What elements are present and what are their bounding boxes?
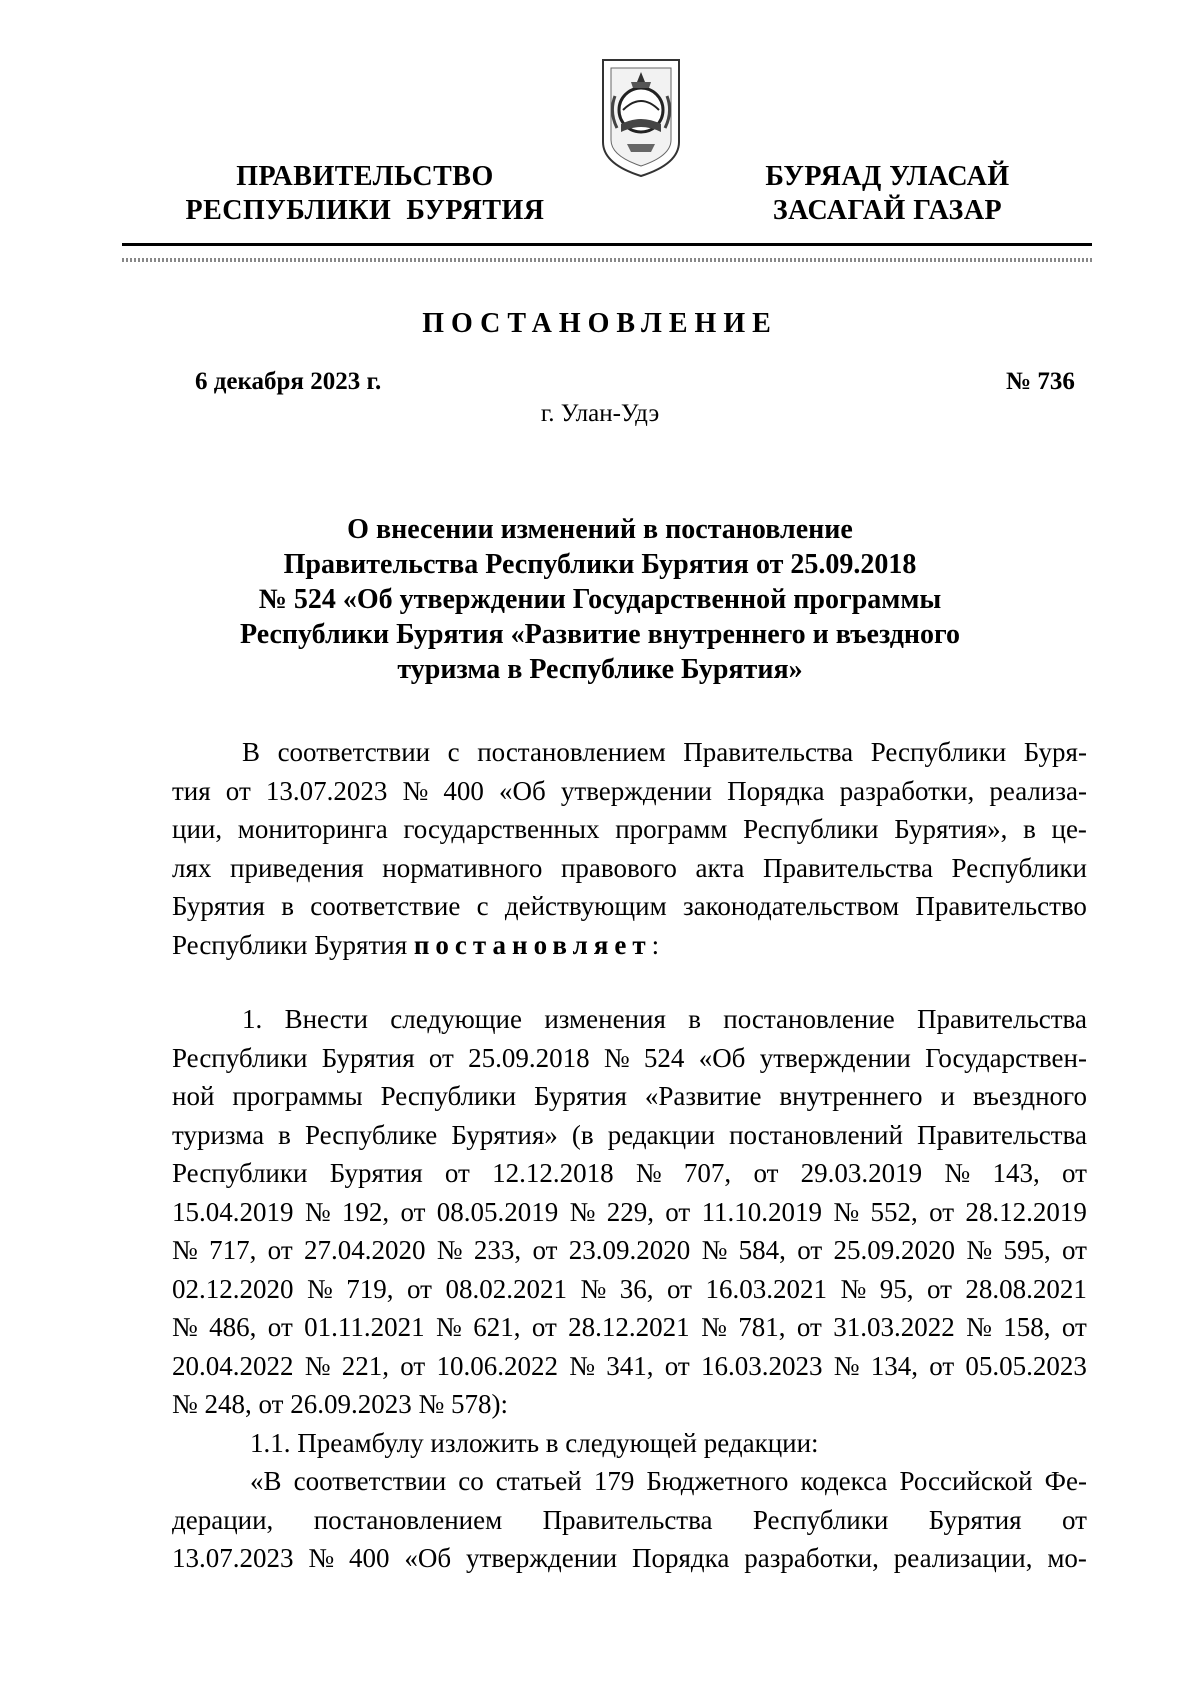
word: кодекса (800, 1466, 888, 1496)
word: 134, (870, 1350, 918, 1381)
word: Бурятия (928, 1504, 1022, 1535)
government-name-line1: ПРАВИТЕЛЬСТВО (236, 161, 494, 192)
government-name-line2: РЕСПУБЛИКИ БУРЯТИЯ (185, 195, 545, 226)
word: Буря- (1023, 737, 1087, 767)
word: от (407, 1273, 432, 1304)
word: 23.09.2020 (568, 1235, 691, 1265)
amendment-paragraph (172, 1000, 1087, 1578)
word: от (929, 1196, 955, 1227)
text-line (172, 1193, 1087, 1232)
word: Порядка (727, 775, 825, 806)
text-line (172, 1347, 1087, 1386)
word: от (1062, 1235, 1087, 1265)
word: реализации, (893, 1543, 1033, 1573)
word: № (569, 1196, 596, 1227)
document-number: № 736 (1006, 368, 1075, 395)
word: № (603, 1042, 630, 1073)
title-line: Правительства Республики Бурятия от 25.09.2018 (283, 549, 917, 580)
word: разработки, (839, 775, 975, 806)
item-1-1 (172, 1424, 1087, 1463)
word: 13.07.2023 (265, 775, 388, 806)
word: 05.05.2023 (965, 1350, 1087, 1381)
word: въездного (972, 1081, 1087, 1111)
word: 25.09.2020 (833, 1235, 956, 1265)
text-line (172, 926, 1087, 965)
word: ной (172, 1081, 215, 1111)
word: в (278, 1119, 291, 1150)
word: «Об (499, 775, 546, 806)
word: № (569, 1350, 595, 1381)
word: соответствие (310, 891, 461, 921)
text-line (172, 887, 1087, 926)
text-line (172, 1116, 1087, 1155)
word: В (242, 737, 261, 767)
preamble-paragraph (172, 733, 1087, 964)
word: (в (571, 1119, 594, 1150)
word: с (476, 891, 489, 921)
word: акта (695, 852, 745, 883)
word: 36, (619, 1273, 654, 1304)
word: Правительства (917, 1004, 1087, 1034)
word: от (753, 1158, 779, 1188)
word: 233, (473, 1235, 522, 1265)
word: Бурятия (329, 1158, 423, 1188)
word: 08.02.2021 (445, 1273, 567, 1304)
word: от (797, 1235, 823, 1265)
word: постановлений (729, 1119, 903, 1150)
government-name-buryat (735, 160, 1040, 228)
word: Бюджетного (646, 1466, 789, 1496)
word: № (172, 1312, 198, 1342)
word: от (444, 1158, 470, 1188)
title-line: № 524 «Об утверждении Государственной программы (258, 584, 942, 615)
word: от (225, 775, 251, 806)
word: 11.10.2019 (701, 1196, 823, 1227)
word: от (664, 1350, 690, 1381)
text-line (172, 1231, 1087, 1270)
word: государственных (403, 814, 600, 844)
word: № (436, 1312, 462, 1342)
document-type: ПОСТАНОВЛЕНИЕ (422, 308, 778, 339)
word: 16.03.2023 (700, 1350, 823, 1381)
word: действующим (504, 891, 667, 921)
word: Республики (380, 1081, 517, 1111)
word: 229, (606, 1196, 654, 1227)
word: 29.03.2019 (800, 1158, 923, 1188)
word: № (701, 1235, 728, 1265)
word: в (281, 891, 294, 921)
government-name-buryat-line1: БУРЯАД УЛАСАЙ (765, 161, 1010, 192)
word: № (436, 1235, 463, 1265)
word: от (666, 1273, 692, 1304)
word: от (532, 1235, 558, 1265)
word: 27.04.2020 (303, 1235, 426, 1265)
word: от (400, 1196, 426, 1227)
word: № (304, 1350, 331, 1381)
word: туризма (172, 1119, 265, 1150)
word: Бурятия», (894, 814, 1008, 844)
word: Порядка (632, 1543, 730, 1573)
word: от (1061, 1312, 1087, 1342)
text-span: № 248, от 26.09.2023 № 578): (172, 1389, 508, 1419)
text-line (172, 849, 1087, 888)
word: № (304, 1196, 331, 1227)
word: 13.07.2023 (172, 1543, 294, 1573)
word: 221, (341, 1350, 390, 1381)
header-divider (122, 243, 1092, 246)
word: Правительства (542, 1504, 713, 1535)
text-line (172, 1077, 1087, 1116)
text-line (172, 1501, 1087, 1540)
word: Республики (752, 1504, 889, 1535)
word: 158, (1003, 1312, 1051, 1342)
title-line: О внесении изменений в постановление (347, 514, 853, 545)
word: утверждении (759, 1042, 911, 1073)
word: соответствии (293, 1466, 447, 1496)
word: 179 (593, 1466, 635, 1496)
word: мо- (1047, 1543, 1087, 1573)
word: 143, (992, 1158, 1040, 1188)
word: от (1061, 1504, 1087, 1535)
word: тия (172, 775, 211, 806)
word: 28.12.2019 (965, 1196, 1087, 1227)
word: це- (1051, 814, 1087, 844)
word: 552, (870, 1196, 918, 1227)
word: от (796, 1312, 822, 1342)
word: программы (232, 1081, 363, 1111)
word: «В (250, 1466, 282, 1496)
word: 28.08.2021 (965, 1273, 1087, 1304)
document-date: 6 декабря 2023 г. (195, 368, 382, 395)
word: № (635, 1158, 662, 1188)
word: от (400, 1350, 426, 1381)
word: изменения (544, 1004, 666, 1034)
word: «Об (698, 1042, 746, 1073)
word: 719, (346, 1273, 394, 1304)
text-line (172, 1000, 1087, 1039)
government-name-buryat-line2: ЗАСАГАЙ ГАЗАР (772, 195, 1003, 226)
word: 400 (349, 1543, 390, 1573)
word: Республики (172, 1042, 308, 1073)
word: дерации, (172, 1504, 274, 1535)
word: Внести (284, 1004, 368, 1034)
word: 621, (473, 1312, 521, 1342)
word: 20.04.2022 (172, 1350, 294, 1381)
text-line (172, 1308, 1087, 1347)
word: «Об (404, 1543, 452, 1573)
word: от (926, 1273, 952, 1304)
word: 12.12.2018 (492, 1158, 614, 1188)
word: постановлением (477, 737, 666, 767)
word: 95, (879, 1273, 914, 1304)
word: утверждении (466, 1543, 618, 1573)
word: № (966, 1312, 992, 1342)
title-line: туризма в Республике Бурятия» (397, 654, 803, 685)
word: соответствии (277, 737, 431, 767)
word: Бурятия (172, 891, 265, 921)
word: в (1023, 814, 1036, 844)
word: мониторинга (237, 814, 388, 844)
word: от (1061, 1158, 1087, 1188)
word: Республики (172, 1158, 308, 1188)
word: программ (615, 814, 728, 844)
word: «Развитие (644, 1081, 762, 1111)
word: реализа- (989, 775, 1087, 806)
resolves-word: постановляет (413, 929, 652, 960)
word: внутреннего (779, 1081, 923, 1111)
document-city: г. Улан-Удэ (540, 400, 660, 427)
word: 01.11.2021 (304, 1312, 425, 1342)
word: 584, (738, 1235, 786, 1265)
word: № (966, 1235, 993, 1265)
word: в (688, 1004, 701, 1034)
word: № (701, 1312, 727, 1342)
word: № (307, 1273, 333, 1304)
word: 28.12.2021 (568, 1312, 690, 1342)
word: с (447, 737, 460, 767)
word: приведения (230, 852, 364, 883)
text-span: 1.1. Преамбулу изложить в следующей редакции: (250, 1427, 819, 1458)
word: нормативного (382, 852, 543, 883)
word: 400 (443, 775, 484, 806)
text-line (172, 810, 1087, 849)
word: Бурятия (321, 1042, 415, 1073)
text-line (172, 1039, 1087, 1078)
word: 16.03.2021 (705, 1273, 827, 1304)
word: утверждении (560, 775, 712, 806)
government-name-russian (170, 160, 560, 228)
word: 717, (209, 1235, 257, 1265)
word: № (833, 1350, 860, 1381)
word: 15.04.2019 (172, 1196, 294, 1227)
text-line (172, 772, 1087, 811)
header-divider-dotted (122, 258, 1092, 262)
word: 595, (1003, 1235, 1051, 1265)
word: статьей (495, 1466, 582, 1496)
word: 31.03.2022 (833, 1312, 955, 1342)
word: Бурятия (534, 1081, 627, 1111)
word: от (531, 1312, 557, 1342)
text-line (172, 1154, 1087, 1193)
word: Фе- (1044, 1466, 1087, 1496)
word: Республики (870, 737, 1007, 767)
text-span: Республики Бурятия (172, 929, 414, 960)
word: № (402, 775, 429, 806)
word: 192, (341, 1196, 390, 1227)
document-title (200, 512, 1000, 687)
word: Правительства (763, 852, 933, 883)
word: № (308, 1543, 335, 1573)
word: правового (560, 852, 677, 883)
word: от (428, 1042, 454, 1073)
word: Республике (304, 1119, 438, 1150)
word: Российской (899, 1466, 1033, 1496)
word: 25.09.2018 (468, 1042, 590, 1073)
word: Правительство (915, 891, 1087, 921)
word: от (665, 1196, 691, 1227)
text-line (172, 733, 1087, 772)
word: 341, (606, 1350, 654, 1381)
word: № (580, 1273, 607, 1304)
word: Правительства (917, 1119, 1087, 1150)
text-span: : (651, 929, 660, 960)
word: № (833, 1196, 860, 1227)
word: 486, (209, 1312, 257, 1342)
word: и (940, 1081, 955, 1111)
word: 02.12.2020 (172, 1273, 294, 1304)
word: законодательством (682, 891, 900, 921)
word: 707, (683, 1158, 732, 1188)
word: Республики (951, 852, 1087, 883)
word: Государствен- (925, 1042, 1087, 1073)
word: от (267, 1235, 293, 1265)
word: редакции (607, 1119, 716, 1150)
word: № (172, 1235, 198, 1265)
text-line (172, 1270, 1087, 1309)
word: 08.05.2019 (436, 1196, 559, 1227)
word: Правительства (683, 737, 854, 767)
word: 781, (738, 1312, 786, 1342)
word: следующие (390, 1004, 522, 1034)
word: 524 (643, 1042, 685, 1073)
word: Республики (743, 814, 879, 844)
word: № (944, 1158, 971, 1188)
text-line (172, 1385, 1087, 1424)
word: 1. (242, 1004, 263, 1034)
word: № (840, 1273, 867, 1304)
word: Бурятия» (451, 1119, 558, 1150)
coat-of-arms-icon (597, 52, 685, 180)
word: от (929, 1350, 955, 1381)
word: постановлением (313, 1504, 503, 1535)
word: от (267, 1312, 293, 1342)
text-line (172, 1462, 1087, 1501)
title-line: Республики Бурятия «Развитие внутреннего и въездного (239, 619, 961, 650)
text-line (172, 1539, 1087, 1578)
word: 10.06.2022 (436, 1350, 558, 1381)
word: разработки, (744, 1543, 879, 1573)
word: ции, (172, 814, 223, 844)
word: лях (172, 852, 212, 883)
word: постановление (723, 1004, 895, 1034)
word: со (458, 1466, 484, 1496)
